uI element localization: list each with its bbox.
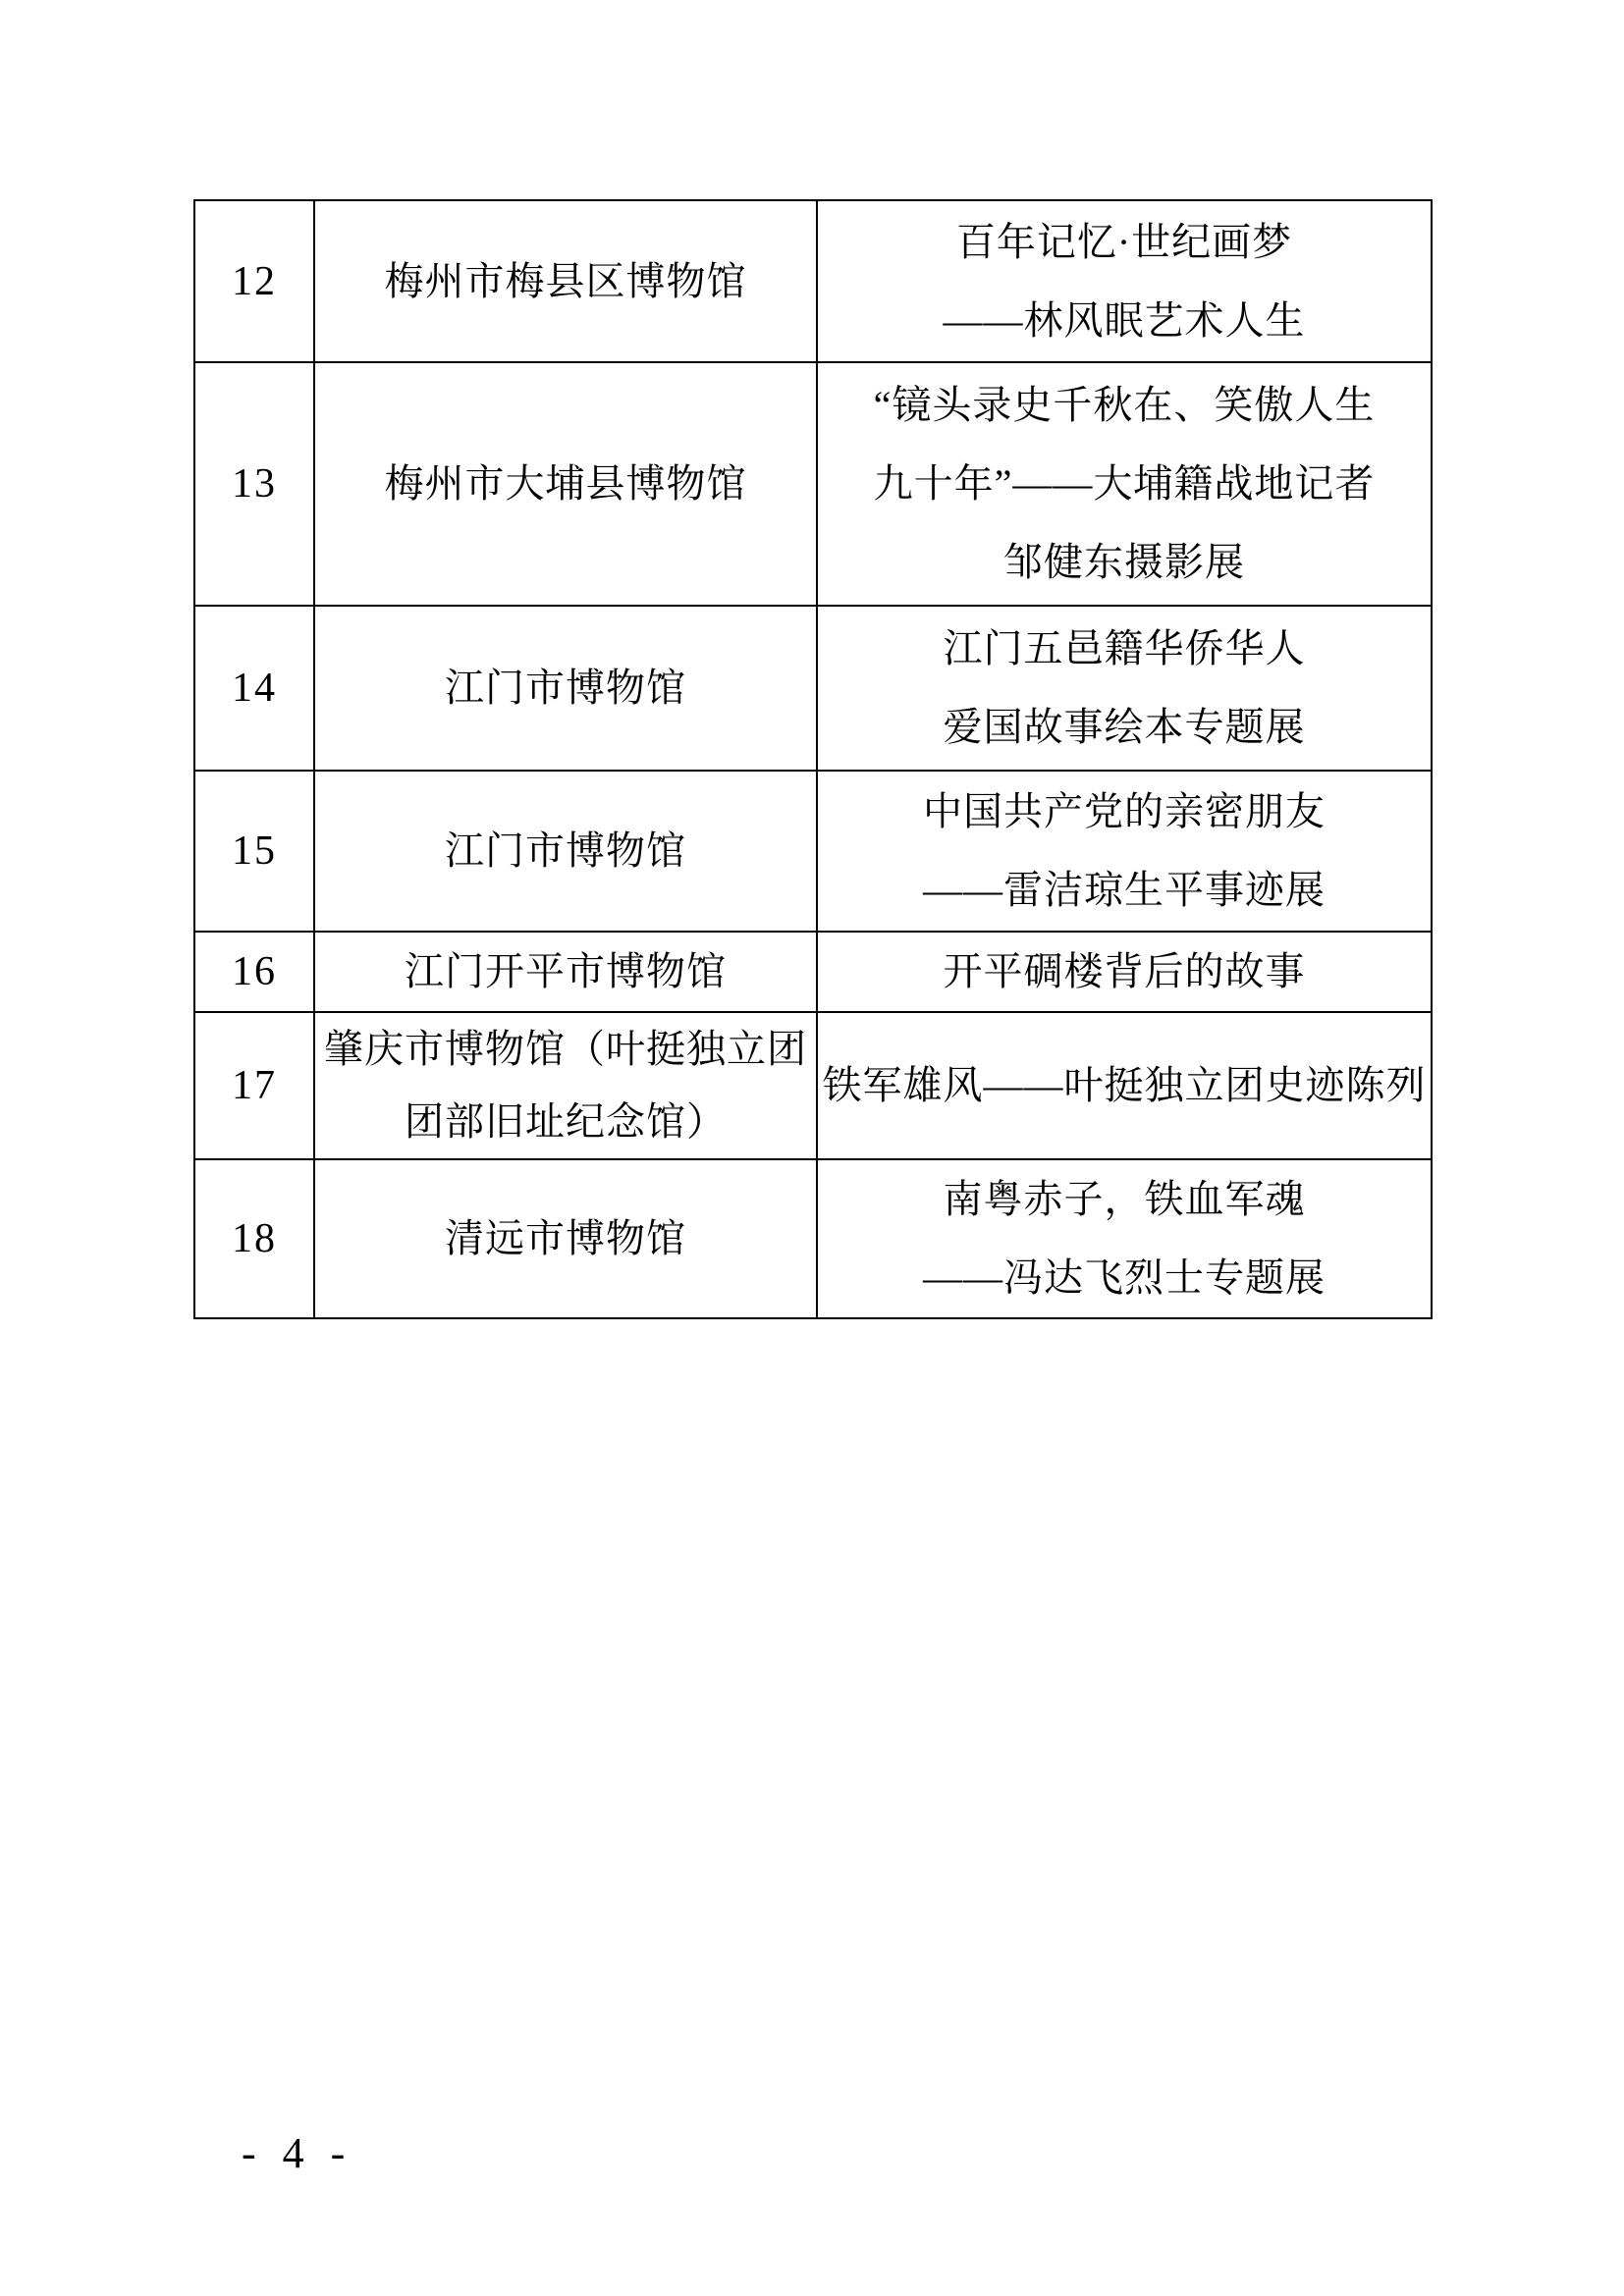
row-number: 12 <box>232 258 277 304</box>
exhibition-line: 江门五邑籍华侨华人 <box>943 626 1306 670</box>
exhibition-line: 南粤赤子，铁血军魂 <box>943 1177 1306 1221</box>
table-row <box>194 362 1432 606</box>
row-number: 15 <box>232 828 277 874</box>
museum-name-line: 团部旧址纪念馆） <box>405 1099 727 1144</box>
museum-name: 江门市博物馆 <box>445 828 686 873</box>
cell-museum <box>314 200 817 362</box>
cell-row-number <box>194 771 314 932</box>
row-number: 17 <box>232 1063 277 1108</box>
table-row <box>194 200 1432 362</box>
cell-exhibition <box>817 606 1432 771</box>
cell-museum <box>314 606 817 771</box>
cell-museum <box>314 771 817 932</box>
row-number: 13 <box>232 461 277 507</box>
exhibition-line: 铁军雄风——叶挺独立团史迹陈列 <box>822 1063 1427 1107</box>
museum-name: 江门市博物馆 <box>445 666 686 710</box>
cell-row-number <box>194 1012 314 1159</box>
cell-row-number <box>194 1159 314 1318</box>
cell-row-number <box>194 200 314 362</box>
museum-name: 梅州市梅县区博物馆 <box>384 258 747 303</box>
exhibition-line: 邹健东摄影展 <box>1003 540 1245 584</box>
cell-exhibition <box>817 362 1432 606</box>
museum-name: 江门开平市博物馆 <box>405 949 727 993</box>
table-row <box>194 771 1432 932</box>
row-number: 16 <box>232 949 277 994</box>
cell-museum <box>314 1159 817 1318</box>
exhibition-line: 中国共产党的亲密朋友 <box>923 789 1326 833</box>
table-row <box>194 606 1432 771</box>
cell-row-number <box>194 606 314 771</box>
cell-row-number <box>194 932 314 1012</box>
cell-museum <box>314 932 817 1012</box>
museum-name-line: 肇庆市博物馆（叶挺独立团 <box>324 1027 807 1071</box>
museum-name: 清远市博物馆 <box>445 1216 686 1260</box>
exhibition-line: ——冯达飞烈士专题展 <box>923 1255 1326 1300</box>
table-row <box>194 1012 1432 1159</box>
museum-name: 梅州市大埔县博物馆 <box>384 461 747 506</box>
exhibition-line: ——雷洁琼生平事迹展 <box>923 868 1326 912</box>
table-row <box>194 1159 1432 1318</box>
exhibition-line: 开平碉楼背后的故事 <box>943 949 1306 993</box>
cell-exhibition <box>817 1159 1432 1318</box>
page-number: - 4 - <box>242 2129 348 2177</box>
row-number: 18 <box>232 1216 277 1261</box>
exhibition-table <box>193 199 1433 1319</box>
cell-row-number <box>194 362 314 606</box>
exhibition-line: 九十年”——大埔籍战地记者 <box>873 461 1376 506</box>
exhibition-line: 爱国故事绘本专题展 <box>943 705 1306 749</box>
exhibition-line: ——林风眠艺术人生 <box>943 297 1306 343</box>
exhibition-line: “镜头录史千秋在、笑傲人生 <box>873 383 1376 427</box>
table-row <box>194 932 1432 1012</box>
cell-museum <box>314 1012 817 1159</box>
cell-exhibition <box>817 771 1432 932</box>
cell-exhibition <box>817 932 1432 1012</box>
exhibition-line: 百年记忆·世纪画梦 <box>955 219 1293 264</box>
cell-exhibition <box>817 200 1432 362</box>
cell-museum <box>314 362 817 606</box>
row-number: 14 <box>232 666 277 711</box>
cell-exhibition <box>817 1012 1432 1159</box>
